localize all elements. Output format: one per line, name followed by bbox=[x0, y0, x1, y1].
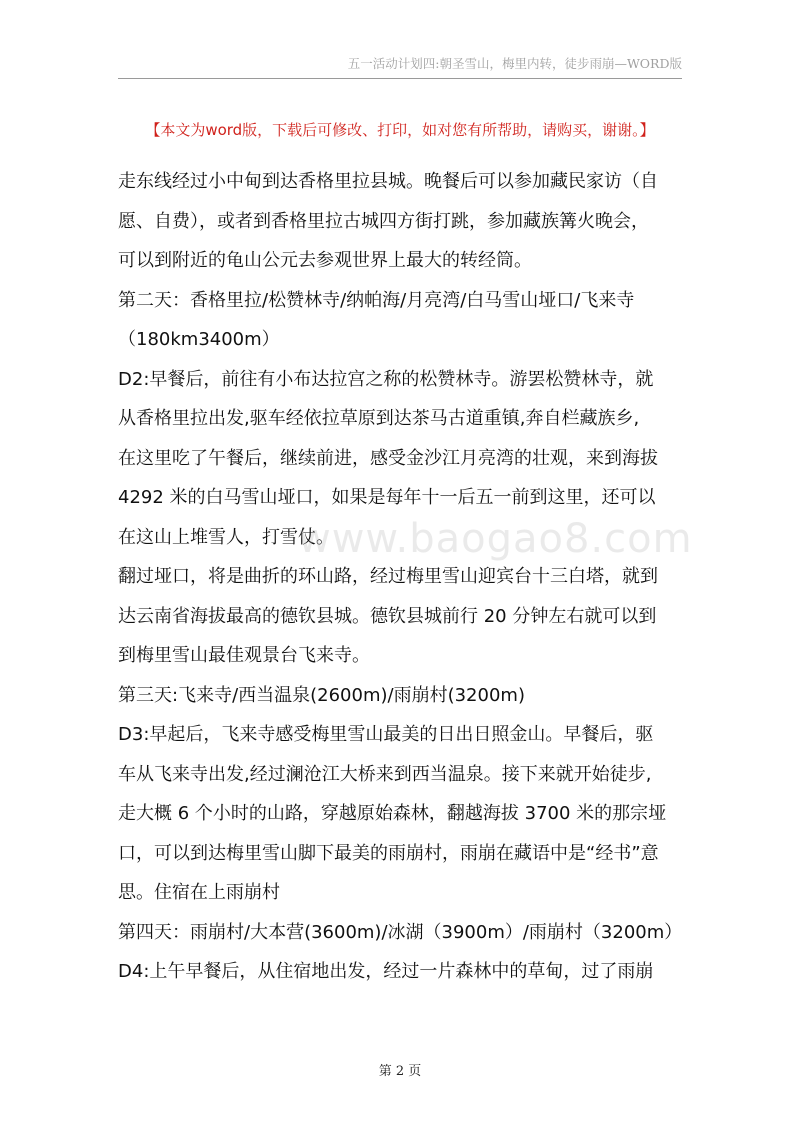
body-line: 翻过垭口，将是曲折的环山路，经过梅里雪山迎宾台十三白塔，就到 bbox=[118, 566, 658, 587]
document-body bbox=[118, 166, 688, 996]
day-heading: 第三天:飞来寺/西当温泉(2600m)/雨崩村(3200m) bbox=[118, 684, 525, 706]
header-divider bbox=[118, 78, 682, 79]
day-heading: 第四天：雨崩村/大本营(3600m)/冰湖（3900m）/雨崩村（3200m） bbox=[118, 921, 683, 943]
body-line: 车从飞来寺出发,经过澜沧江大桥来到西当温泉。接下来就开始徒步, bbox=[118, 763, 652, 785]
day-heading-cont: （180km3400m） bbox=[118, 329, 280, 350]
body-line: 走大概 6 个小时的山路，穿越原始森林，翻越海拔 3700 米的那宗垭 bbox=[118, 803, 667, 824]
body-line: D2:早餐后，前往有小布达拉宫之称的松赞林寺。游罢松赞林寺，就 bbox=[118, 368, 654, 390]
body-line: 口，可以到达梅里雪山脚下最美的雨崩村，雨崩在藏语中是“经书”意 bbox=[118, 842, 659, 864]
page-number: 第 2 页 bbox=[378, 1064, 422, 1079]
body-line: 走东线经过小中甸到达香格里拉县城。晚餐后可以参加藏民家访（自 bbox=[118, 171, 658, 192]
download-notice: 【本文为word版，下载后可修改、打印，如对您有所帮助，请购买，谢谢。】 bbox=[145, 121, 655, 139]
body-line: D3:早起后，飞来寺感受梅里雪山最美的日出日照金山。早餐后，驱 bbox=[118, 724, 654, 745]
body-line: 在这里吃了午餐后，继续前进，感受金沙江月亮湾的壮观，来到海拔 bbox=[118, 447, 658, 469]
day-heading: 第二天：香格里拉/松赞林寺/纳帕海/月亮湾/白马雪山垭口/飞来寺 bbox=[118, 289, 635, 311]
page-header: 五一活动计划四:朝圣雪山，梅里内转，徒步雨崩—WORD版 bbox=[347, 56, 682, 71]
body-line: 4292 米的白马雪山垭口，如果是每年十一后五一前到这里，还可以 bbox=[118, 487, 656, 508]
body-line: 可以到附近的龟山公元去参观世界上最大的转经筒。 bbox=[118, 250, 532, 271]
watermark: www.baogao8.com bbox=[298, 516, 693, 562]
body-line: 思。住宿在上雨崩村 bbox=[118, 882, 280, 903]
body-line: 愿、自费），或者到香格里拉古城四方街打跳，参加藏族篝火晚会， bbox=[118, 210, 649, 232]
body-line: 到梅里雪山最佳观景台飞来寺。 bbox=[118, 645, 370, 666]
body-line: 从香格里拉出发,驱车经依拉草原到达茶马古道重镇,奔自栏藏族乡, bbox=[118, 408, 640, 429]
body-line: D4:上午早餐后，从住宿地出发，经过一片森林中的草甸，过了雨崩 bbox=[118, 961, 654, 982]
body-line: 达云南省海拔最高的德钦县城。德钦县城前行 20 分钟左右就可以到 bbox=[118, 605, 657, 627]
body-line: 在这山上堆雪人，打雪仗。 bbox=[118, 526, 334, 548]
